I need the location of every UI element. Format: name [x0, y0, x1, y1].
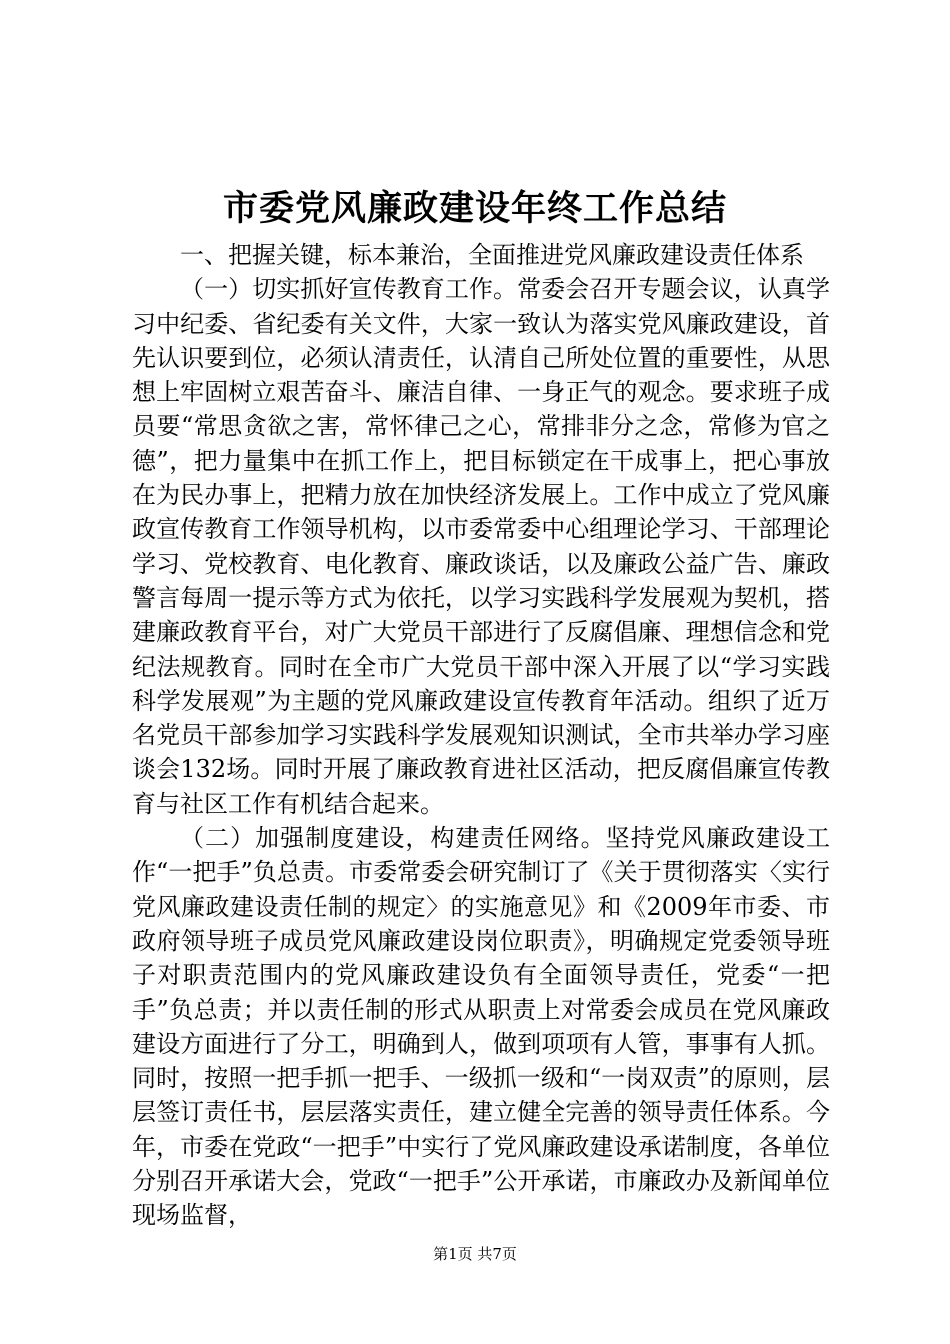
document-title: 市委党风廉政建设年终工作总结 — [222, 188, 727, 229]
page-number-footer: 第1页 共7页 — [433, 1245, 517, 1263]
body-paragraph: （一）切实抓好宣传教育工作。常委会召开专题会议，认真学习中纪委、省纪委有关文件，大家一致认为落实党风廉政建设，首先认识要到位，必须认清责任，认清自己所处位置的重要性，从思想上牢固树立艰苦奋斗、廉洁自律、一身正气的观念。要求班子成员要“常思贪欲之害，常怀律己之心，常排非分之念，常修为官之德”，把力量集中在抓工作上，把目标锁定在干成事上，把心事放在为民办事上，把精力放在加快经济发展上。工作中成立了党风廉政宣传教育工作领导机构，以市委常委中心组理论学习、干部理论学习、党校教育、电化教育、廉政谈话，以及廉政公益广告、廉政警言每周一提示等方式为依托，以学习实践科学发展观为契机，搭建廉政教育平台，对广大党员干部进行了反腐倡廉、理想信念和党纪法规教育。同时在全市广大党员干部中深入开展了以“学习实践科学发展观”为主题的党风廉政建设宣传教育年活动。组织了近万名党员干部参加学习实践科学发展观知识测试，全市共举办学习座谈会132场。同时开展了廉政教育进社区活动，把反腐倡廉宣传教育与社区工作有机结合起来。 — [132, 275, 830, 818]
section-heading-paragraph: 一、把握关键，标本兼治，全面推进党风廉政建设责任体系 — [180, 241, 804, 269]
document-body — [132, 238, 830, 1233]
body-paragraph: （二）加强制度建设，构建责任网络。坚持党风廉政建设工作“一把手”负总责。市委常委会研究制订了《关于贯彻落实〈实行党风廉政建设责任制的规定〉的实施意见》和《2009年市委、市政府领导班子成员党风廉政建设岗位职责》，明确规定党委领导班子对职责范围内的党风廉政建设负有全面领导责任，党委“一把手”负总责；并以责任制的形式从职责上对常委会成员在党风廉政建设方面进行了分工，明确到人，做到项项有人管，事事有人抓。同时，按照一把手抓一把手、一级抓一级和“一岗双责”的原则，层层签订责任书，层层落实责任，建立健全完善的领导责任体系。今年，市委在党政“一把手”中实行了党风廉政建设承诺制度，各单位分别召开承诺大会，党政“一把手”公开承诺，市廉政办及新闻单位现场监督， — [132, 824, 830, 1230]
